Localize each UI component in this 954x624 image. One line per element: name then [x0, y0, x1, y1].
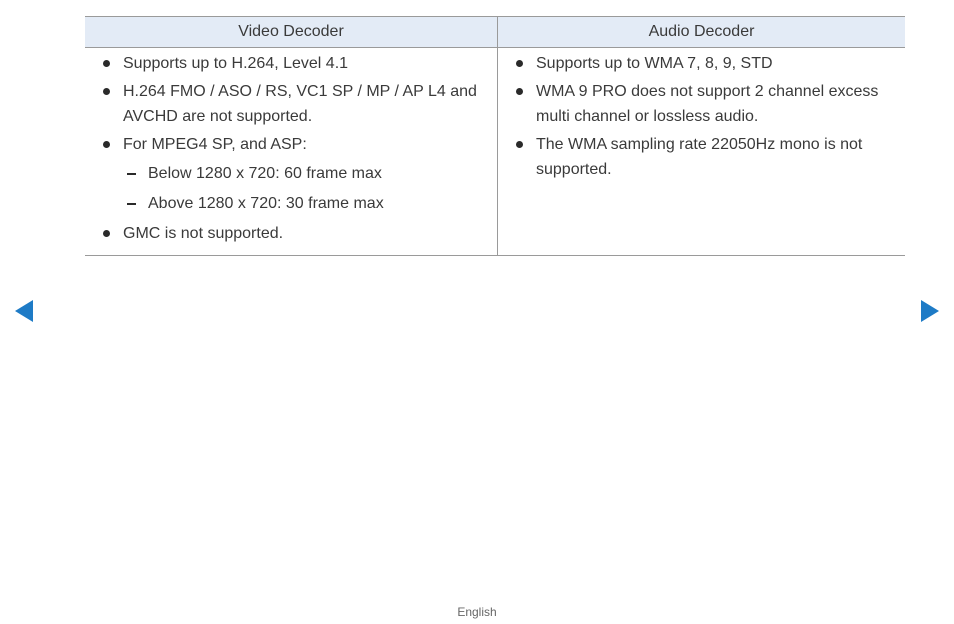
video-decoder-header: Video Decoder — [85, 17, 498, 48]
audio-decoder-cell — [498, 48, 906, 256]
audio-decoder-list — [514, 51, 899, 182]
sub-list-item: Above 1280 x 720: 30 frame max — [123, 191, 491, 216]
video-decoder-list — [101, 51, 491, 246]
list-item: Supports up to WMA 7, 8, 9, STD — [514, 51, 899, 76]
video-decoder-cell — [85, 48, 498, 256]
list-item: WMA 9 PRO does not support 2 channel excess multi channel or lossless audio. — [514, 79, 899, 129]
table-row — [85, 48, 905, 256]
footer-language: English — [457, 605, 497, 619]
decoder-table — [85, 16, 905, 256]
list-item: H.264 FMO / ASO / RS, VC1 SP / MP / AP L4 and AVCHD are not supported. — [101, 79, 491, 129]
list-item: Supports up to H.264, Level 4.1 — [101, 51, 491, 76]
list-item: The WMA sampling rate 22050Hz mono is not supported. — [514, 132, 899, 182]
table-header-row — [85, 17, 905, 48]
left-triangle-icon[interactable] — [15, 300, 33, 322]
list-item: GMC is not supported. — [101, 221, 491, 246]
mpeg4-sublist — [123, 161, 491, 216]
audio-decoder-header: Audio Decoder — [498, 17, 906, 48]
right-triangle-icon[interactable] — [921, 300, 939, 322]
list-item-label: For MPEG4 SP, and ASP: — [123, 136, 307, 153]
sub-list-item: Below 1280 x 720: 60 frame max — [123, 161, 491, 186]
list-item — [101, 132, 491, 216]
